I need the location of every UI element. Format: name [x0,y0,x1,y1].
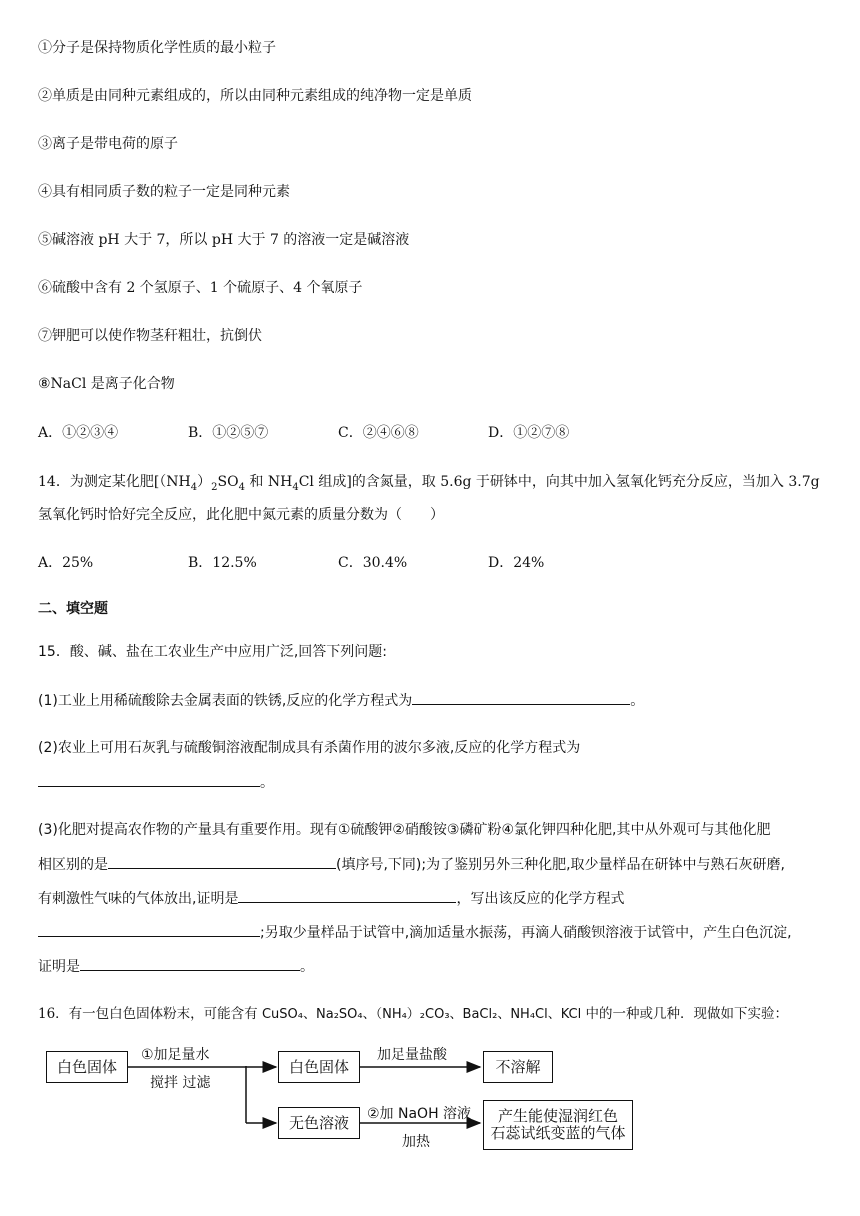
q15-part3-line1: (3)化肥对提高农作物的产量具有重要作用。现有①硫酸钾②硝酸铵③磷矿粉④氯化钾四种化肥,其中从外观可与其他化肥 [38,822,771,838]
q16-question: 16．有一包白色固体粉末，可能含有 CuSO₄、Na₂SO₄、（NH₄）₂CO₃、BaCl₂、NH₄Cl、KCl 中的一种或几种．现做如下实验： [38,1006,789,1022]
statement-7: ⑦钾肥可以使作物茎秆粗壮，抗倒伏 [38,328,262,344]
q13-option-a: A．①②③④ [38,425,119,441]
statement-8: ⑧NaCl 是离子化合物 [38,376,175,392]
flow-gas-line1: 产生能使湿润红色 [497,1107,618,1125]
q15-part1: (1)工业上用稀硫酸除去金属表面的铁锈,反应的化学方程式为 。 [38,690,644,711]
flow-insoluble-box: 不溶解 [483,1051,553,1083]
q15-part3-line4: ;另取少量样品于试管中,滴加适量水振荡，再滴人硝酸钡溶液于试管中，产生白色沉淀, [38,922,792,943]
q14-option-b: B．12.5% [188,555,257,571]
flow-gas-line2: 石蕊试纸变蓝的气体 [490,1124,626,1142]
statement-2: ②单质是由同种元素组成的，所以由同种元素组成的纯净物一定是单质 [38,88,472,104]
statement-1: ①分子是保持物质化学性质的最小粒子 [38,40,276,56]
statement-4: ④具有相同质子数的粒子一定是同种元素 [38,184,290,200]
q15-part2-answer: 。 [38,772,274,793]
q15-part2: (2)农业上可用石灰乳与硫酸铜溶液配制成具有杀菌作用的波尔多液,反应的化学方程式为 [38,740,581,756]
flow-hcl-label: 加足量盐酸 [377,1047,447,1063]
flow-step2-label: ②加 NaOH 溶液 [367,1106,472,1122]
q14-option-d: D．24% [488,555,545,571]
q13-option-d: D．①②⑦⑧ [488,425,570,441]
flow-step1-label: ①加足量水 [141,1047,210,1063]
section-title: 二、填空题 [38,601,108,617]
q14-question-line1: 14．为测定某化肥[$(NH_4)_2SO_4$ 和 $NH_4Cl$ 组成]的含氮量，取 5.6g 于研钵中，向其中加入氢氧化钙充分反应，当加入 3.7g [38,474,820,493]
q14-option-c: C．30.4% [338,555,408,571]
q15-part3-line2: 相区别的是 (填序号,下同);为了鉴别另外三种化肥,取少量样品在研钵中与熟石灰研磨, [38,854,785,875]
statement-6: ⑥硫酸中含有 2 个氢原子、1 个硫原子、4 个氧原子 [38,280,363,296]
statement-5: ⑤碱溶液 pH 大于 7，所以 pH 大于 7 的溶液一定是碱溶液 [38,232,410,248]
flow-step2-sublabel: 加热 [402,1134,430,1150]
flow-start-box: 白色固体 [46,1051,128,1083]
flow-step1-sublabel: 搅拌 过滤 [150,1075,211,1091]
q13-option-c: C．②④⑥⑧ [338,425,419,441]
q15-intro: 15．酸、碱、盐在工农业生产中应用广泛,回答下列问题: [38,644,387,660]
q15-part3-line3: 有刺激性气味的气体放出,证明是 ，写出该反应的化学方程式 [38,888,624,909]
flow-gas-box [483,1100,633,1150]
flow-solution-box: 无色溶液 [278,1107,360,1139]
q13-option-b: B．①②⑤⑦ [188,425,269,441]
q14-option-a: A．25% [38,555,94,571]
flow-solid-box: 白色固体 [278,1051,360,1083]
q14-question-line2: 氢氧化钙时恰好完全反应，此化肥中氮元素的质量分数为（ ） [38,507,444,523]
q15-part3-line5: 证明是 。 [38,956,314,977]
statement-3: ③离子是带电荷的原子 [38,136,178,152]
